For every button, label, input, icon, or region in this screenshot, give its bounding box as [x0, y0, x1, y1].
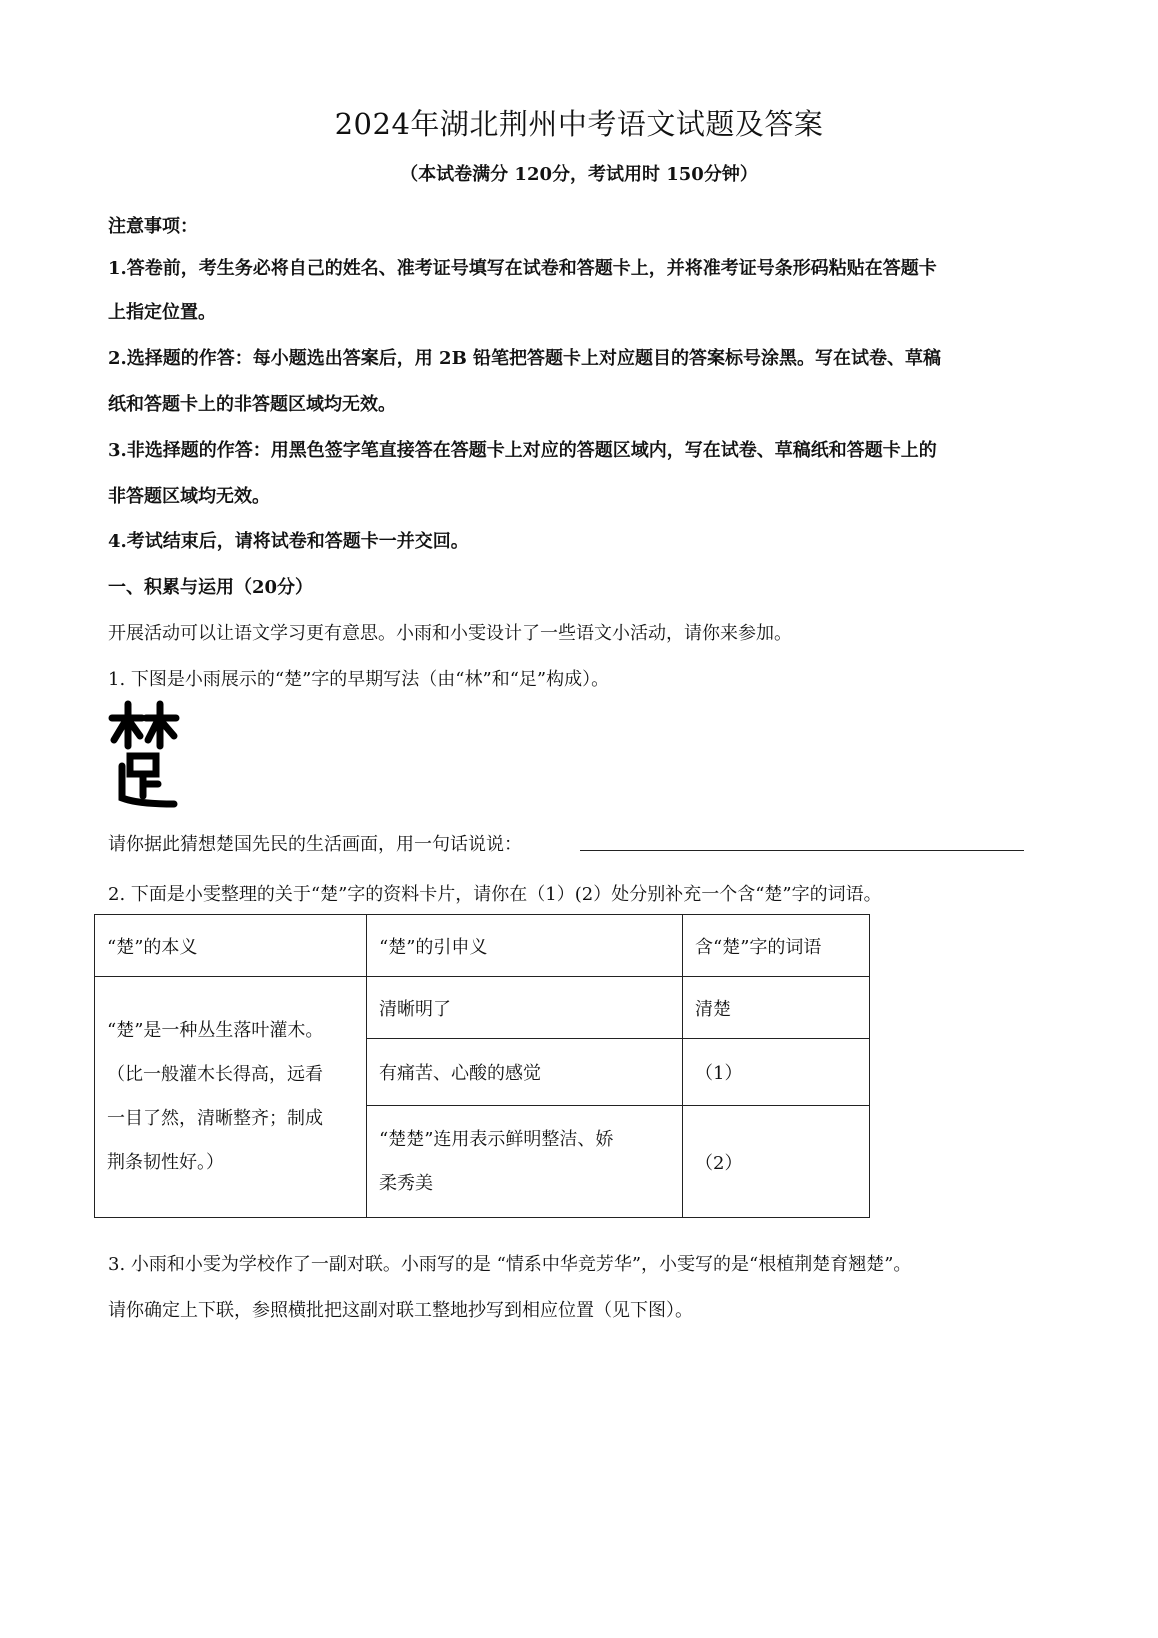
question-2: 2. 下面是小雯整理的关于“楚”字的资料卡片，请你在（1）(2）处分别补充一个含“楚”字的词语。 — [108, 884, 882, 905]
notice-3-cont: 非答题区域均无效。 — [108, 486, 270, 507]
extended-meaning-line: 柔秀美 — [379, 1172, 433, 1194]
question-1: 1. 下图是小雨展示的“楚”字的早期写法（由“林”和“足”构成）。 — [108, 669, 610, 690]
notice-heading: 注意事项： — [108, 216, 198, 237]
header-extended-meaning: “楚”的引申义 — [367, 915, 683, 977]
extended-meaning-cell: 清晰明了 — [367, 977, 683, 1039]
page-title: 2024年湖北荆州中考语文试题及答案 — [334, 107, 824, 141]
original-meaning-line: “楚”是一种丛生落叶灌木。 — [107, 1020, 324, 1041]
exam-info: （本试卷满分 120分，考试用时 150分钟） — [400, 164, 758, 185]
section-heading: 一、积累与运用（20分） — [108, 577, 314, 598]
extended-meaning-cell: 有痛苦、心酸的感觉 — [367, 1039, 683, 1106]
notice-1: 1.答卷前，考生务必将自己的姓名、准考证号填写在试卷和答题卡上，并将准考证号条形码粘贴在答题卡 — [108, 258, 937, 279]
table-header-row — [95, 915, 870, 977]
word-cell: 清楚 — [683, 977, 870, 1039]
header-original-meaning: “楚”的本义 — [95, 915, 367, 977]
original-meaning-line: 一目了然，清晰整齐；制成 — [107, 1108, 323, 1129]
question-3: 3. 小雨和小雯为学校作了一副对联。小雨写的是 “情系中华竞芳华”，小雯写的是“根植荆楚育翘楚”。 — [108, 1254, 912, 1275]
notice-1-cont: 上指定位置。 — [108, 302, 216, 323]
notice-2: 2.选择题的作答：每小题选出答案后，用 2B 铅笔把答题卡上对应题目的答案标号涂黑。写在试卷、草稿 — [108, 348, 942, 369]
answer-blank-line[interactable] — [580, 850, 1024, 851]
table-row — [95, 977, 870, 1039]
ancient-chu-character-image — [108, 700, 180, 810]
original-meaning-cell — [95, 977, 367, 1218]
header-words: 含“楚”字的词语 — [683, 915, 870, 977]
info-card-table — [94, 914, 870, 1218]
original-meaning-line: 荆条韧性好。） — [107, 1152, 224, 1173]
answer-blank-2[interactable]: （2） — [683, 1106, 870, 1218]
original-meaning-line: （比一般灌木长得高，远看 — [107, 1064, 323, 1085]
answer-blank-1[interactable]: （1） — [683, 1039, 870, 1106]
question-3-cont: 请你确定上下联，参照横批把这副对联工整地抄写到相应位置（见下图）。 — [108, 1300, 693, 1321]
question-1-prompt: 请你据此猜想楚国先民的生活画面，用一句话说说： — [108, 834, 522, 855]
notice-3: 3.非选择题的作答：用黑色签字笔直接答在答题卡上对应的答题区域内，写在试卷、草稿纸和答题卡上的 — [108, 440, 937, 461]
activity-intro: 开展活动可以让语文学习更有意思。小雨和小雯设计了一些语文小活动，请你来参加。 — [108, 623, 792, 644]
extended-meaning-cell — [367, 1106, 683, 1218]
extended-meaning-line: “楚楚”连用表示鲜明整洁、娇 — [379, 1128, 614, 1150]
notice-2-cont: 纸和答题卡上的非答题区域均无效。 — [108, 394, 396, 415]
notice-4: 4.考试结束后，请将试卷和答题卡一并交回。 — [108, 531, 469, 552]
